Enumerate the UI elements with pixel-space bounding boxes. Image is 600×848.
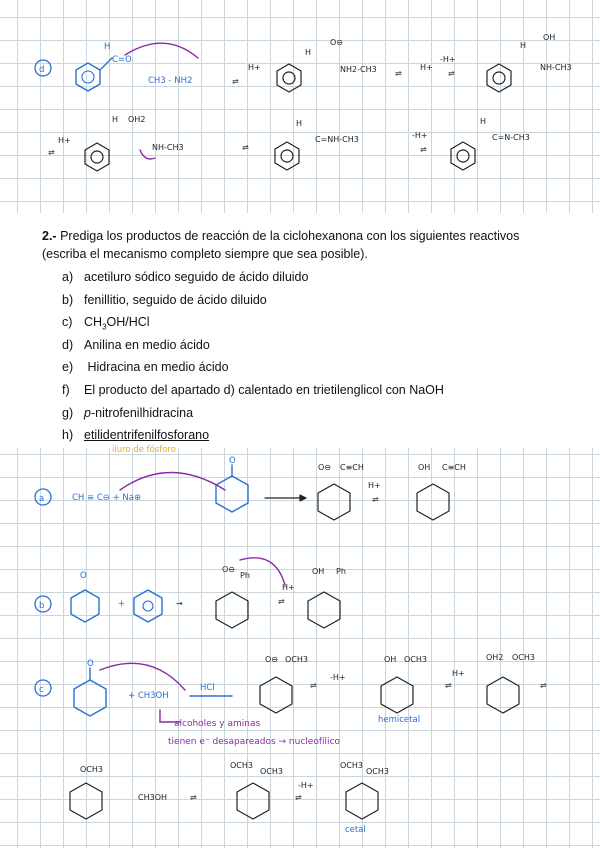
- svg-text:H: H: [112, 115, 119, 124]
- svg-text:O: O: [87, 659, 94, 669]
- cyclohexane-ring: [381, 677, 413, 713]
- hemicetal-label: hemicetal: [378, 715, 421, 725]
- svg-text:NH-CH3: NH-CH3: [540, 63, 572, 72]
- svg-text:H+: H+: [420, 63, 433, 72]
- list-item: g) p-nitrofenilhidracina: [62, 405, 194, 420]
- svg-text:OH: OH: [312, 567, 325, 576]
- svg-text:CH3OH: CH3OH: [138, 793, 168, 802]
- svg-text:⇌: ⇌: [190, 793, 197, 802]
- svg-text:+: +: [118, 599, 126, 609]
- svg-text:H: H: [305, 48, 312, 57]
- svg-text:-H+: -H+: [412, 131, 428, 140]
- svg-text:C=NH-CH3: C=NH-CH3: [315, 135, 359, 144]
- cyclohexanone-ring: [71, 590, 99, 622]
- highlight-note: iluro de fósforo: [112, 445, 176, 455]
- svg-text:alcoholes y aminas: alcoholes y aminas: [174, 719, 261, 729]
- benzene-ring: [76, 63, 100, 91]
- svg-text:⇌: ⇌: [448, 69, 455, 78]
- cyclohexanone-ring: [74, 680, 106, 716]
- reagent-list: [62, 266, 444, 447]
- svg-text:NH-CH3: NH-CH3: [152, 143, 184, 152]
- svg-text:OCH3: OCH3: [512, 653, 535, 662]
- svg-text:O⊖: O⊖: [318, 463, 331, 472]
- svg-text:⇌: ⇌: [242, 143, 249, 152]
- cyclohexane-ring: [70, 783, 102, 819]
- svg-text:H: H: [104, 42, 111, 52]
- cyclohexane-ring: [216, 592, 248, 628]
- svg-text:O: O: [229, 456, 236, 466]
- svg-text:⇌: ⇌: [540, 681, 547, 690]
- svg-text:H+: H+: [282, 583, 295, 592]
- reagent-methylamine: CH3 - NH2: [148, 76, 193, 86]
- cetal-label: cetal: [345, 825, 366, 835]
- svg-text:-H+: -H+: [330, 673, 346, 682]
- svg-text:OCH3: OCH3: [230, 761, 253, 770]
- benzene-ring: [134, 590, 162, 622]
- svg-text:Ph: Ph: [240, 571, 250, 580]
- list-item: d) Anilina en medio ácido: [62, 337, 210, 352]
- svg-text:O⊖: O⊖: [222, 565, 235, 574]
- svg-text:⇌: ⇌: [48, 148, 55, 157]
- label-d: d: [39, 65, 45, 75]
- list-item: b) fenillitio, seguido de ácido diluido: [62, 292, 267, 307]
- svg-text:OH2: OH2: [128, 115, 146, 124]
- svg-text:-H+: -H+: [440, 55, 456, 64]
- list-item: f) El producto del apartado d) calentado en trietilenglicol con NaOH: [62, 382, 444, 397]
- svg-text:tienen e⁻ desapareados → nucle: tienen e⁻ desapareados → nucleofílico: [168, 737, 340, 747]
- svg-text:C≡CH: C≡CH: [442, 463, 466, 472]
- intermediate-label: NH2-CH3: [340, 65, 377, 74]
- svg-text:O: O: [80, 571, 87, 581]
- svg-text:O⊖: O⊖: [265, 655, 278, 664]
- svg-text:⇌: ⇌: [295, 793, 302, 802]
- svg-text:⇌: ⇌: [372, 495, 379, 504]
- svg-text:OH: OH: [543, 33, 556, 42]
- reagent-acetylide: CH ≡ C⊖ + Na⊕: [72, 493, 142, 503]
- cyclohexane-ring: [318, 484, 350, 520]
- svg-text:OH: OH: [418, 463, 431, 472]
- svg-text:→: →: [176, 599, 183, 608]
- benzene-ring: [487, 64, 511, 92]
- benzene-ring: [451, 142, 475, 170]
- svg-text:OCH3: OCH3: [366, 767, 389, 776]
- svg-text:H+: H+: [248, 63, 261, 72]
- benzene-ring: [85, 143, 109, 171]
- benzene-ring: [275, 142, 299, 170]
- svg-text:⇌: ⇌: [232, 77, 239, 86]
- svg-text:OCH3: OCH3: [404, 655, 427, 664]
- svg-text:H: H: [520, 41, 527, 50]
- svg-text:⇌: ⇌: [445, 681, 452, 690]
- cyclohexane-ring: [260, 677, 292, 713]
- cyclohexane-ring: [417, 484, 449, 520]
- svg-text:H+: H+: [58, 136, 71, 145]
- cyclohexane-ring: [308, 592, 340, 628]
- svg-text:a: a: [39, 494, 45, 504]
- svg-text:+ CH3OH: + CH3OH: [128, 691, 169, 701]
- svg-text:OH: OH: [384, 655, 397, 664]
- svg-text:⇌: ⇌: [420, 145, 427, 154]
- svg-text:C=O: C=O: [112, 55, 132, 65]
- svg-text:Ph: Ph: [336, 567, 346, 576]
- svg-text:O⊖: O⊖: [330, 38, 343, 47]
- svg-text:H: H: [480, 117, 487, 126]
- problem-question: 2.- Prediga los productos de reacción de la ciclohexanona con los siguientes reactivos (escriba el mecanismo completo siempre que sea posible).: [42, 229, 520, 261]
- label-a-circle: [35, 489, 51, 505]
- list-item: e) Hidracina en medio ácido: [62, 360, 229, 375]
- cyclohexane-ring: [487, 677, 519, 713]
- svg-text:c: c: [39, 685, 44, 695]
- svg-text:OH2: OH2: [486, 653, 504, 662]
- label-b-circle: [35, 596, 51, 612]
- list-item: c) $CH_3OH$/HCl: [62, 315, 150, 332]
- list-item: a) acetiluro sódico seguido de ácido diluido: [62, 270, 309, 284]
- svg-text:⇌: ⇌: [310, 681, 317, 690]
- cyclohexane-ring: [237, 783, 269, 819]
- svg-text:OCH3: OCH3: [260, 767, 283, 776]
- svg-text:H+: H+: [452, 669, 465, 678]
- svg-text:OCH3: OCH3: [285, 655, 308, 664]
- svg-text:H+: H+: [368, 481, 381, 490]
- svg-text:OCH3: OCH3: [340, 761, 363, 770]
- electron-arrow: [125, 43, 198, 58]
- svg-text:⇌: ⇌: [278, 597, 285, 606]
- svg-text:b: b: [39, 601, 45, 611]
- svg-text:H: H: [296, 119, 303, 128]
- benzene-ring: [277, 64, 301, 92]
- svg-text:OCH3: OCH3: [80, 765, 103, 774]
- svg-text:HCl: HCl: [200, 683, 215, 693]
- label-c-circle: [35, 680, 51, 696]
- handwritten-notes-d: [0, 0, 600, 213]
- cyclohexanone-ring: [216, 476, 248, 512]
- list-item: h) etilidentrifenilfosforano: [62, 428, 210, 443]
- svg-text:-H+: -H+: [298, 781, 314, 790]
- svg-text:⇌: ⇌: [395, 69, 402, 78]
- problem-statement-block: [0, 213, 600, 448]
- cyclohexane-ring: [346, 783, 378, 819]
- imine-product: C=N-CH3: [492, 133, 530, 142]
- svg-text:C≡CH: C≡CH: [340, 463, 364, 472]
